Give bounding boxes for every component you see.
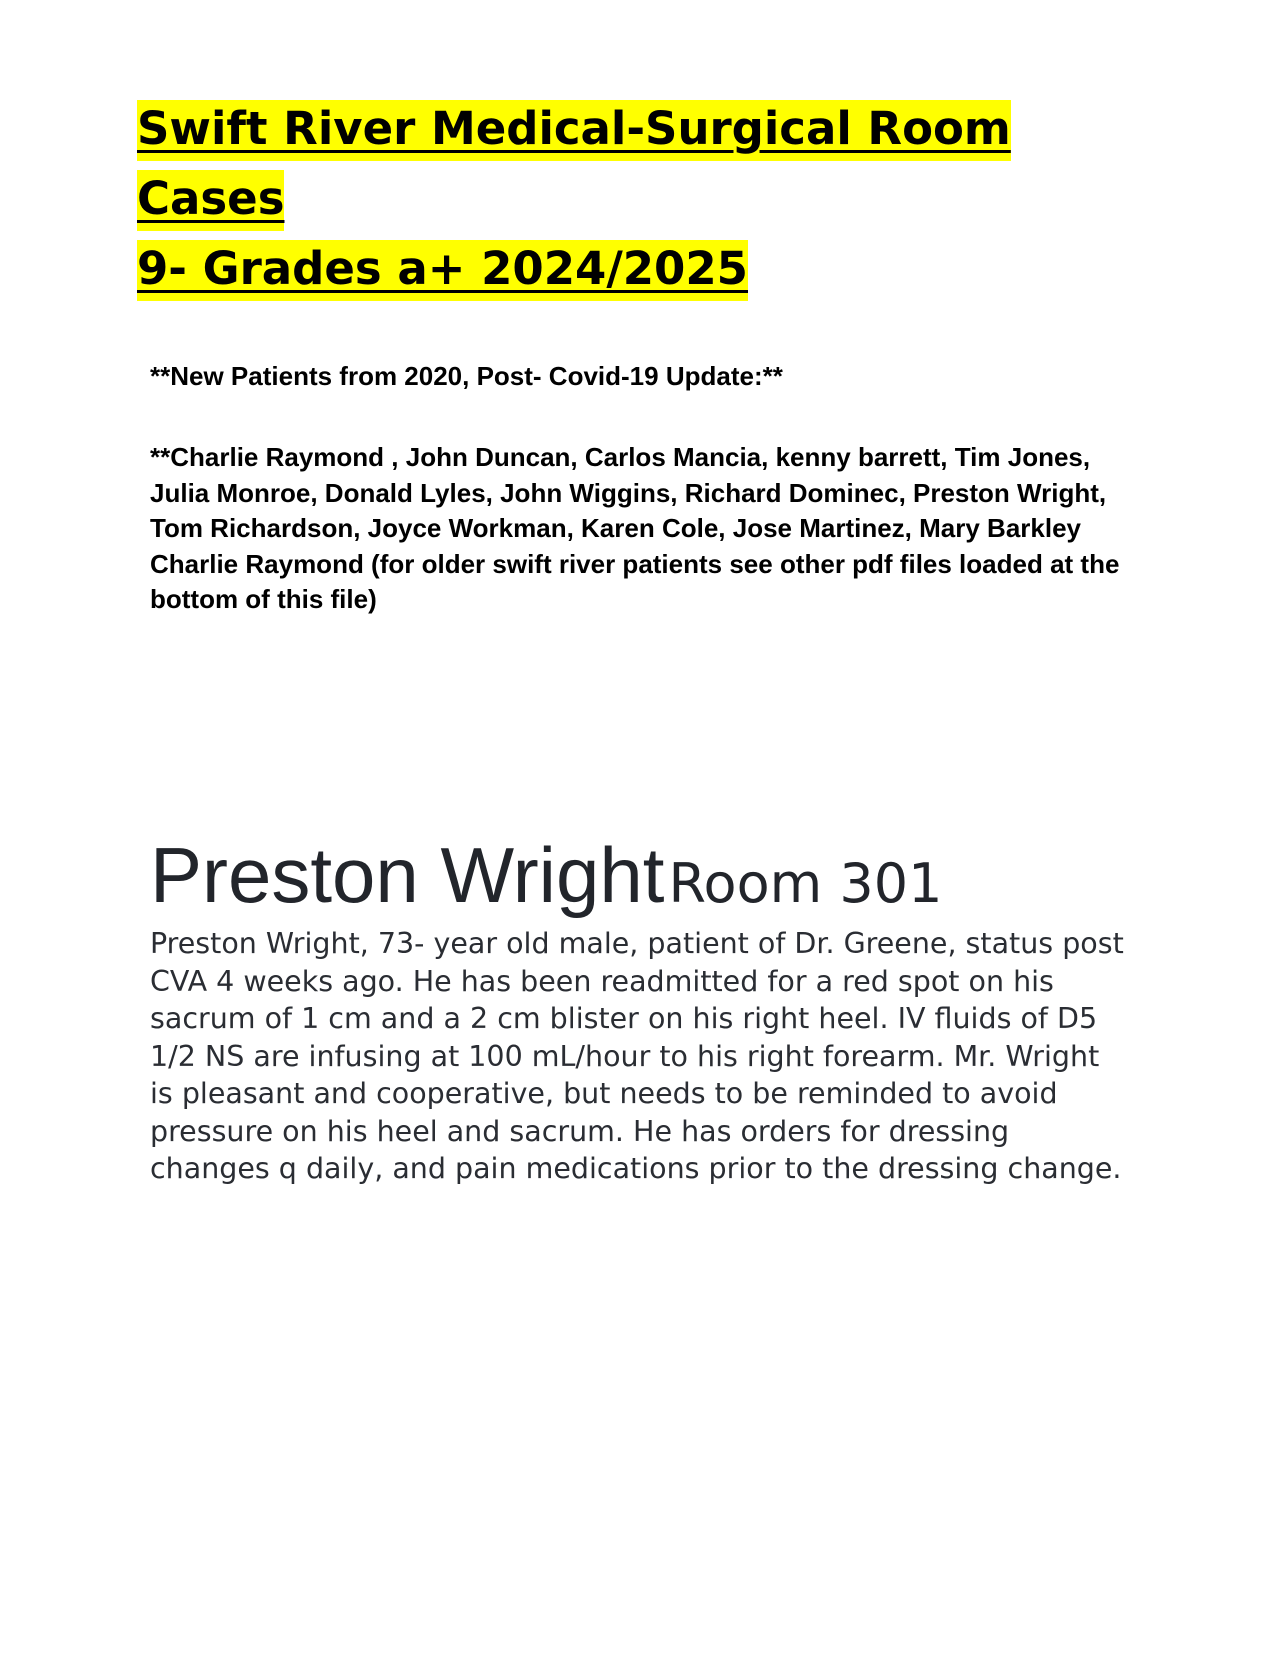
room-number: Room 301 [668,852,943,915]
document-title [137,94,1147,304]
patient-list: **Charlie Raymond , John Duncan, Carlos Mancia, kenny barrett, Tim Jones, Julia Monroe, Donald Lyles, John Wiggins, Richard Dominec, Preston Wright, Tom Richardson, Joyce Workman, Karen Cole, Jose Martinez, Mary Barkley Charlie Raymond (for older swift river patients see other pdf files loaded at the bottom of this file) [150,442,1120,614]
case-heading [150,830,1150,929]
case-description: Preston Wright, 73- year old male, patient of Dr. Greene, status post CVA 4 weeks ago. He has been readmitted for a red spot on his sacrum of 1 cm and a 2 cm blister on his right heel. IV fluids of D5 1/2 NS are infusing at 100 mL/hour to his right forearm. Mr. Wright is pleasant and cooperative, but needs to be reminded to avoid pressure on his heel and sacrum. He has orders for dressing changes q daily, and pain medications prior to the dressing change. [150,927,1124,1185]
title-line-2: 9- Grades a+ 2024/2025 [137,240,748,301]
update-heading: **New Patients from 2020, Post- Covid-19 Update:** [150,361,783,391]
title-line-1: Swift River Medical-Surgical Room Cases [137,100,1011,231]
patient-name: Preston Wright [150,831,665,919]
